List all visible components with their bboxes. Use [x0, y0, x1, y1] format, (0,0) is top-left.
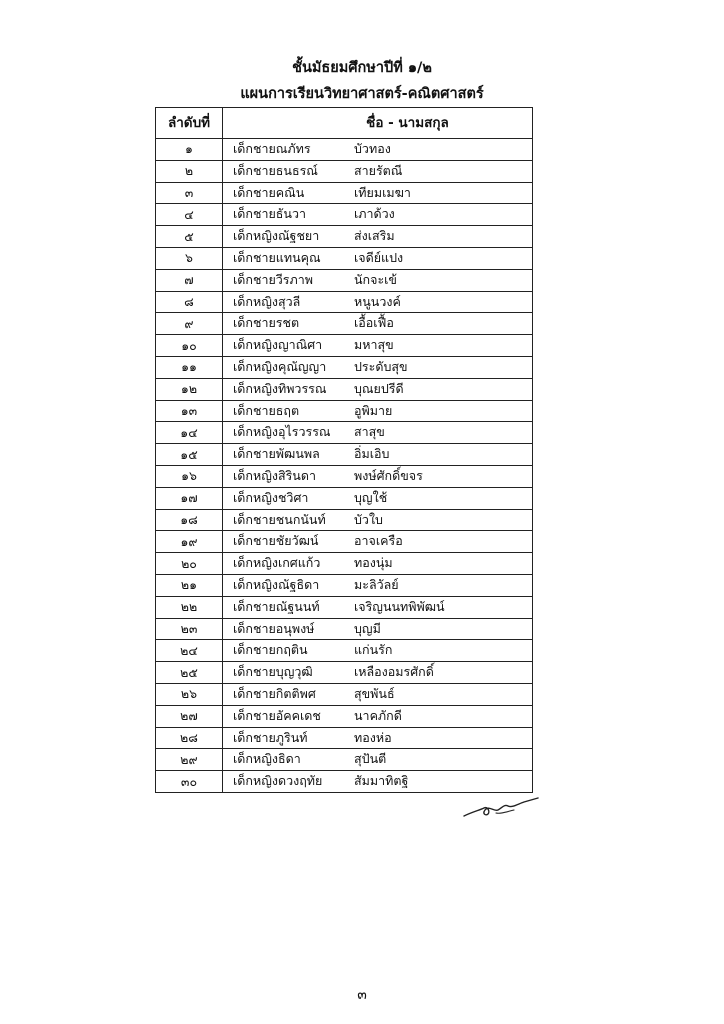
name-cell: [223, 465, 533, 487]
last-name: ส่งเสริม: [354, 228, 395, 244]
name-cell: [223, 553, 533, 575]
last-name: ทองห่อ: [354, 729, 392, 745]
name-cell: [223, 444, 533, 466]
last-name: เภาด้วง: [354, 206, 395, 222]
row-number: ๒: [156, 160, 223, 182]
last-name: สุขพันธ์: [354, 685, 395, 701]
table-row: [156, 356, 533, 378]
header-number: ลำดับที่: [156, 108, 223, 139]
first-name: เด็กชายพัฒนพล: [233, 446, 320, 462]
signature-mark: [458, 790, 548, 826]
row-number: ๑๔: [156, 422, 223, 444]
row-number: ๑๘: [156, 509, 223, 531]
table-row: [156, 269, 533, 291]
first-name: เด็กชายณัฐนนท์: [233, 598, 320, 614]
name-cell: [223, 574, 533, 596]
name-cell: [223, 335, 533, 357]
table-row: [156, 749, 533, 771]
row-number: ๙: [156, 313, 223, 335]
row-number: ๒๖: [156, 683, 223, 705]
first-name: เด็กชายธฤต: [233, 402, 300, 418]
name-cell: [223, 596, 533, 618]
row-number: ๒๗: [156, 705, 223, 727]
table-row: [156, 335, 533, 357]
table-row: [156, 400, 533, 422]
name-cell: [223, 705, 533, 727]
table-row: [156, 683, 533, 705]
first-name: เด็กชายธนธรณ์: [233, 162, 318, 178]
last-name: มหาสุข: [354, 337, 394, 353]
last-name: อาจเครือ: [354, 533, 403, 549]
page-title: ชั้นมัธยมศึกษาปีที่ ๑/๒: [292, 60, 432, 76]
name-cell: [223, 291, 533, 313]
name-cell: [223, 487, 533, 509]
row-number: ๑๙: [156, 531, 223, 553]
name-cell: [223, 313, 533, 335]
table-body: [156, 139, 533, 793]
last-name: สุปันตี: [354, 751, 387, 767]
first-name: เด็กหญิงดวงฤทัย: [233, 773, 323, 789]
table-row: [156, 182, 533, 204]
first-name: เด็กหญิงอุไรวรรณ: [233, 424, 331, 440]
first-name: เด็กหญิงคุณัญญา: [233, 358, 327, 374]
first-name: เด็กชายณภัทร: [233, 141, 311, 156]
first-name: เด็กชายกฤติน: [233, 642, 308, 658]
first-name: เด็กหญิงสุวลี: [233, 293, 301, 309]
last-name: อิ่มเอิบ: [354, 446, 390, 462]
table-row: [156, 313, 533, 335]
table-row: [156, 247, 533, 269]
table-row: [156, 553, 533, 575]
name-cell: [223, 683, 533, 705]
last-name: แก่นรัก: [354, 642, 393, 658]
row-number: ๑๖: [156, 465, 223, 487]
first-name: เด็กชายชนกนันท์: [233, 511, 326, 527]
last-name: สัมมาทิตฐิ: [354, 773, 409, 789]
name-cell: [223, 422, 533, 444]
row-number: ๑๐: [156, 335, 223, 357]
last-name: บุญมี: [354, 620, 381, 636]
name-cell: [223, 269, 533, 291]
table-row: [156, 662, 533, 684]
last-name: บุญใช้: [354, 489, 388, 505]
first-name: เด็กชายภูรินท์: [233, 729, 308, 745]
name-cell: [223, 662, 533, 684]
row-number: ๖: [156, 247, 223, 269]
first-name: เด็กชายบุญวุฒิ: [233, 664, 313, 680]
name-cell: [223, 226, 533, 248]
table-row: [156, 727, 533, 749]
name-cell: [223, 160, 533, 182]
table-row: [156, 160, 533, 182]
last-name: นาคภักดี: [354, 707, 402, 723]
last-name: นักจะเข้: [354, 271, 397, 287]
row-number: ๒๐: [156, 553, 223, 575]
table-row: [156, 705, 533, 727]
row-number: ๑๑: [156, 356, 223, 378]
first-name: เด็กหญิงทิพวรรณ: [233, 380, 327, 396]
row-number: ๒๑: [156, 574, 223, 596]
header-name: ชื่อ - นามสกุล: [223, 108, 533, 139]
row-number: ๒๓: [156, 618, 223, 640]
first-name: เด็กชายชัยวัฒน์: [233, 533, 319, 549]
first-name: เด็กชายอัคคเดช: [233, 707, 321, 723]
name-cell: [223, 640, 533, 662]
first-name: เด็กชายแทนคุณ: [233, 249, 321, 265]
first-name: เด็กหญิงสิรินดา: [233, 467, 316, 483]
row-number: ๓๐: [156, 771, 223, 793]
name-cell: [223, 182, 533, 204]
name-cell: [223, 400, 533, 422]
row-number: ๘: [156, 291, 223, 313]
table-row: [156, 509, 533, 531]
last-name: สาสุข: [354, 424, 385, 440]
last-name: ทองนุ่ม: [354, 555, 393, 571]
page-number: ๓: [357, 987, 367, 1003]
row-number: ๑๗: [156, 487, 223, 509]
student-table: [155, 107, 533, 793]
row-number: ๑๒: [156, 378, 223, 400]
first-name: เด็กหญิงชวิศา: [233, 489, 309, 505]
last-name: เหลืองอมรศักดิ์: [354, 664, 434, 680]
table-row: [156, 465, 533, 487]
last-name: บัวทอง: [354, 141, 391, 156]
row-number: ๓: [156, 182, 223, 204]
table-row: [156, 226, 533, 248]
last-name: ประดับสุข: [354, 358, 408, 374]
first-name: เด็กหญิงณัฐธิดา: [233, 576, 320, 592]
table-row: [156, 487, 533, 509]
first-name: เด็กชายธันวา: [233, 206, 306, 222]
table-row: [156, 618, 533, 640]
first-name: เด็กหญิงธิดา: [233, 751, 301, 767]
first-name: เด็กหญิงญาณิศา: [233, 337, 323, 353]
table-row: [156, 204, 533, 226]
table-row: [156, 444, 533, 466]
row-number: ๒๒: [156, 596, 223, 618]
last-name: เทียมเมฆา: [354, 184, 411, 200]
table-row: [156, 531, 533, 553]
first-name: เด็กชายคณิน: [233, 184, 305, 200]
name-cell: [223, 247, 533, 269]
table-row: [156, 422, 533, 444]
first-name: เด็กชายวีรภาพ: [233, 271, 314, 287]
last-name: หนูนวงค์: [354, 293, 401, 309]
last-name: เจดีย์แปง: [354, 249, 404, 265]
table-row: [156, 378, 533, 400]
first-name: เด็กหญิงเกศแก้ว: [233, 555, 321, 571]
last-name: พงษ์ศักดิ์ขจร: [354, 467, 423, 483]
table-row: [156, 291, 533, 313]
last-name: อูพิมาย: [354, 402, 393, 418]
last-name: เจริญนนทพิพัฒน์: [354, 598, 445, 614]
first-name: เด็กชายอนุพงษ์: [233, 620, 315, 636]
table-row: [156, 574, 533, 596]
first-name: เด็กหญิงณัฐชยา: [233, 228, 320, 244]
page-subtitle: แผนการเรียนวิทยาศาสตร์-คณิตศาสตร์: [240, 86, 484, 102]
row-number: ๒๔: [156, 640, 223, 662]
row-number: ๒๘: [156, 727, 223, 749]
table-row: [156, 640, 533, 662]
last-name: บัวใบ: [354, 511, 383, 527]
name-cell: [223, 139, 533, 161]
row-number: ๗: [156, 269, 223, 291]
row-number: ๒๙: [156, 749, 223, 771]
name-cell: [223, 531, 533, 553]
row-number: ๒๕: [156, 662, 223, 684]
name-cell: [223, 509, 533, 531]
row-number: ๑๕: [156, 444, 223, 466]
row-number: ๑: [156, 139, 223, 161]
last-name: มะลิวัลย์: [354, 576, 399, 592]
name-cell: [223, 356, 533, 378]
last-name: บุณยปรีดี: [354, 380, 404, 396]
last-name: สายรัตณี: [354, 162, 403, 178]
name-cell: [223, 378, 533, 400]
name-cell: [223, 749, 533, 771]
first-name: เด็กชายกิตติพศ: [233, 685, 316, 701]
row-number: ๑๓: [156, 400, 223, 422]
last-name: เอื้อเฟื้อ: [354, 315, 394, 331]
table-row: [156, 139, 533, 161]
table-header-row: [156, 108, 533, 139]
name-cell: [223, 618, 533, 640]
table-row: [156, 596, 533, 618]
first-name: เด็กชายรชต: [233, 315, 300, 331]
row-number: ๔: [156, 204, 223, 226]
name-cell: [223, 204, 533, 226]
row-number: ๕: [156, 226, 223, 248]
name-cell: [223, 727, 533, 749]
